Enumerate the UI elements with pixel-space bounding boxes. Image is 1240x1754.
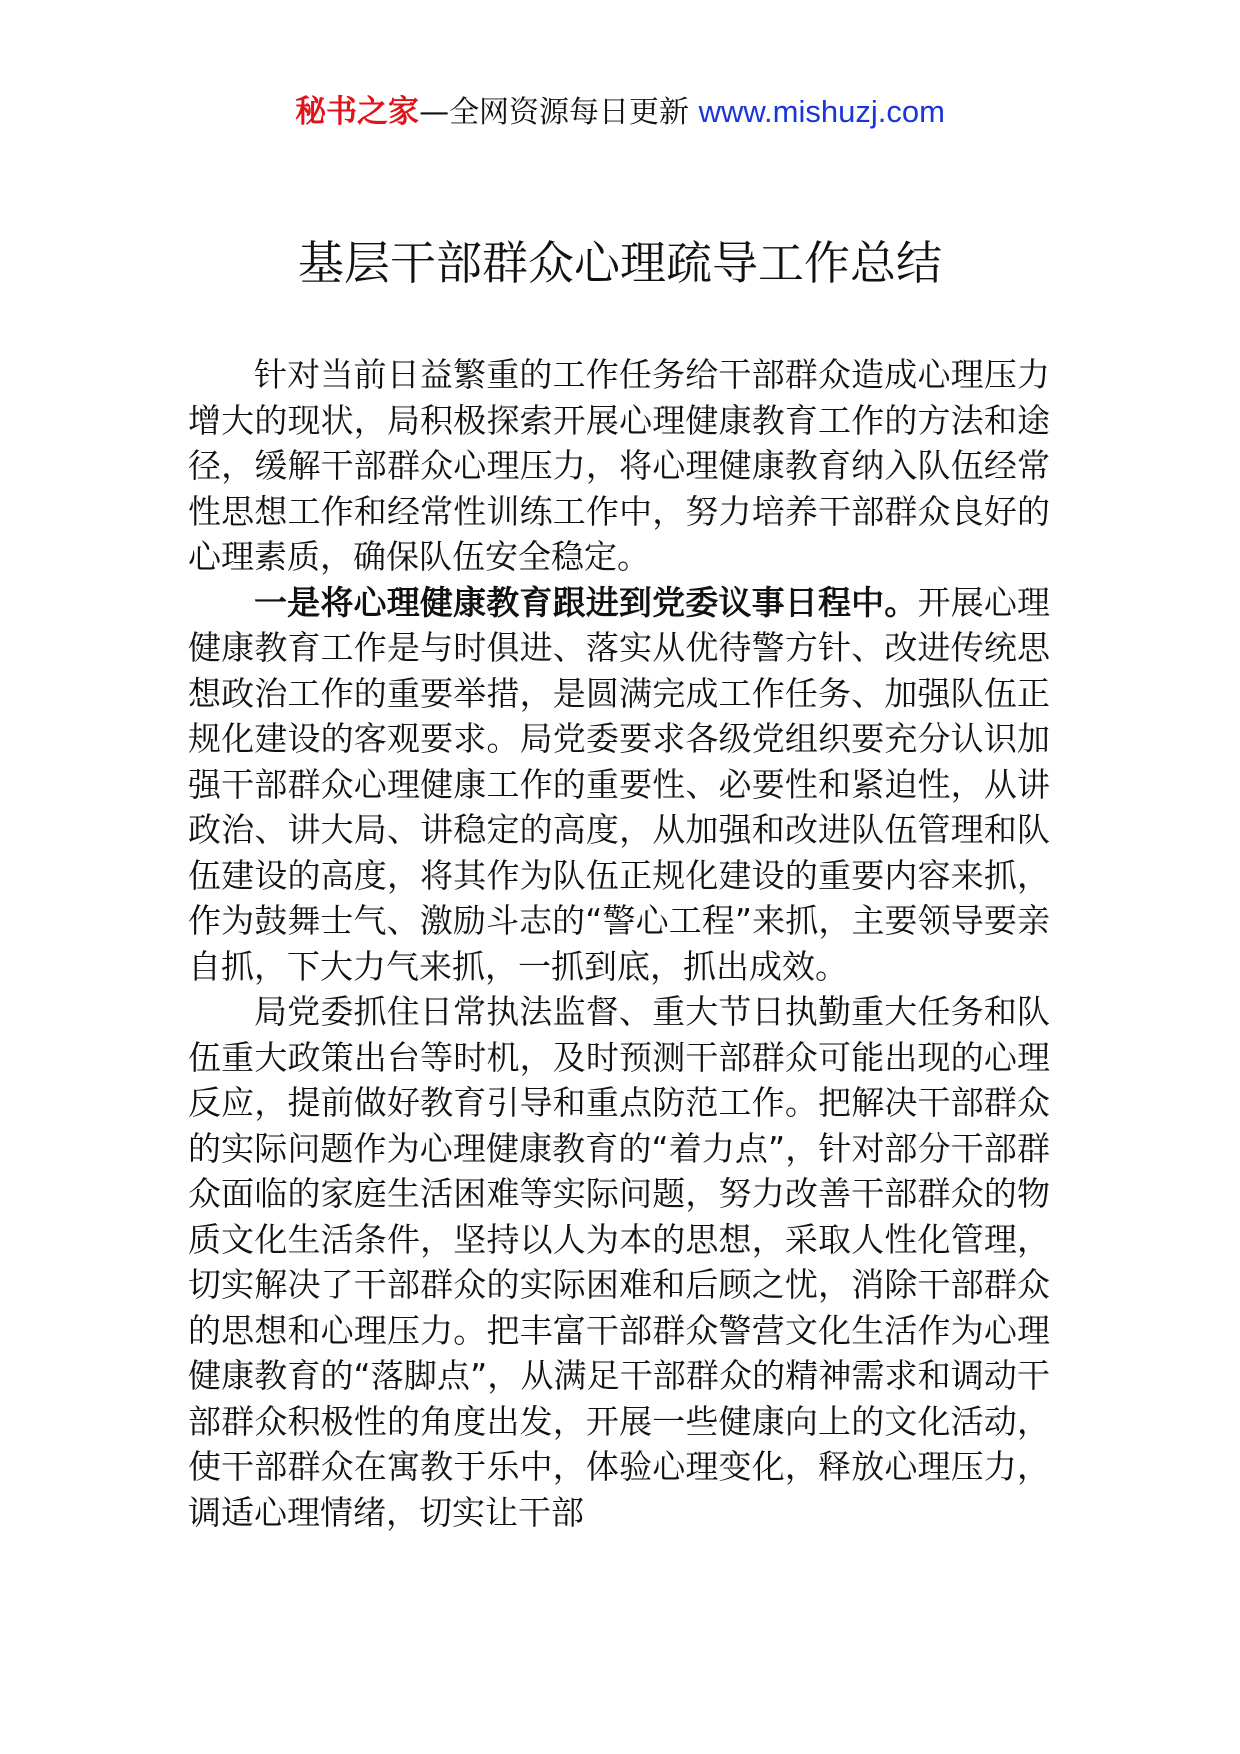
paragraph-party-committee: [188, 989, 1050, 1535]
paragraph-text: 针对当前日益繁重的工作任务给干部群众造成心理压力增大的现状，局积极探索开展心理健康教育工作的方法和途径，缓解干部群众心理压力，将心理健康教育纳入队伍经常性思想工作和经常性训练工作中，努力培养干部群众良好的心理素质，确保队伍安全稳定。: [188, 355, 1050, 576]
paragraph-intro: [188, 352, 1050, 580]
paragraph-lead: 一是将心理健康教育跟进到党委议事日程中。: [254, 582, 918, 622]
site-header: [0, 92, 1240, 133]
site-tagline: —全网资源每日更新: [419, 95, 690, 130]
paragraph-text: 开展心理健康教育工作是与时俱进、落实从优待警方针、改进传统思想政治工作的重要举措，是圆满完成工作任务、加强队伍正规化建设的客观要求。局党委要求各级党组织要充分认识加强干部群众心理健康工作的重要性、必要性和紧迫性，从讲政治、讲大局、讲稳定的高度，从加强和改进队伍管理和队伍建设的高度，将其作为队伍正规化建设的重要内容来抓，作为鼓舞士气、激励斗志的“警心工程”来抓，主要领导要亲自抓，下大力气来抓，一抓到底，抓出成效。: [188, 582, 1051, 986]
paragraph-point-one: [188, 580, 1050, 990]
document-title: 基层干部群众心理疏导工作总结: [298, 236, 942, 290]
site-url-link[interactable]: www.mishuzj.com: [698, 94, 945, 129]
paragraph-text: 局党委抓住日常执法监督、重大节日执勤重大任务和队伍重大政策出台等时机，及时预测干部群众可能出现的心理反应，提前做好教育引导和重点防范工作。把解决干部群众的实际问题作为心理健康教育的“着力点”，针对部分干部群众面临的家庭生活困难等实际问题，努力改善干部群众的物质文化生活条件，坚持以人为本的思想，采取人性化管理，切实解决了干部群众的实际困难和后顾之忧，消除干部群众的思想和心理压力。把丰富干部群众警营文化生活作为心理健康教育的“落脚点”，从满足干部群众的精神需求和调动干部群众积极性的角度出发，开展一些健康向上的文化活动，使干部群众在寓教于乐中，体验心理变化，释放心理压力，调适心理情绪，切实让干部: [188, 992, 1050, 1532]
document-body: [188, 352, 1050, 1535]
site-brand: 秘书之家: [295, 94, 420, 130]
